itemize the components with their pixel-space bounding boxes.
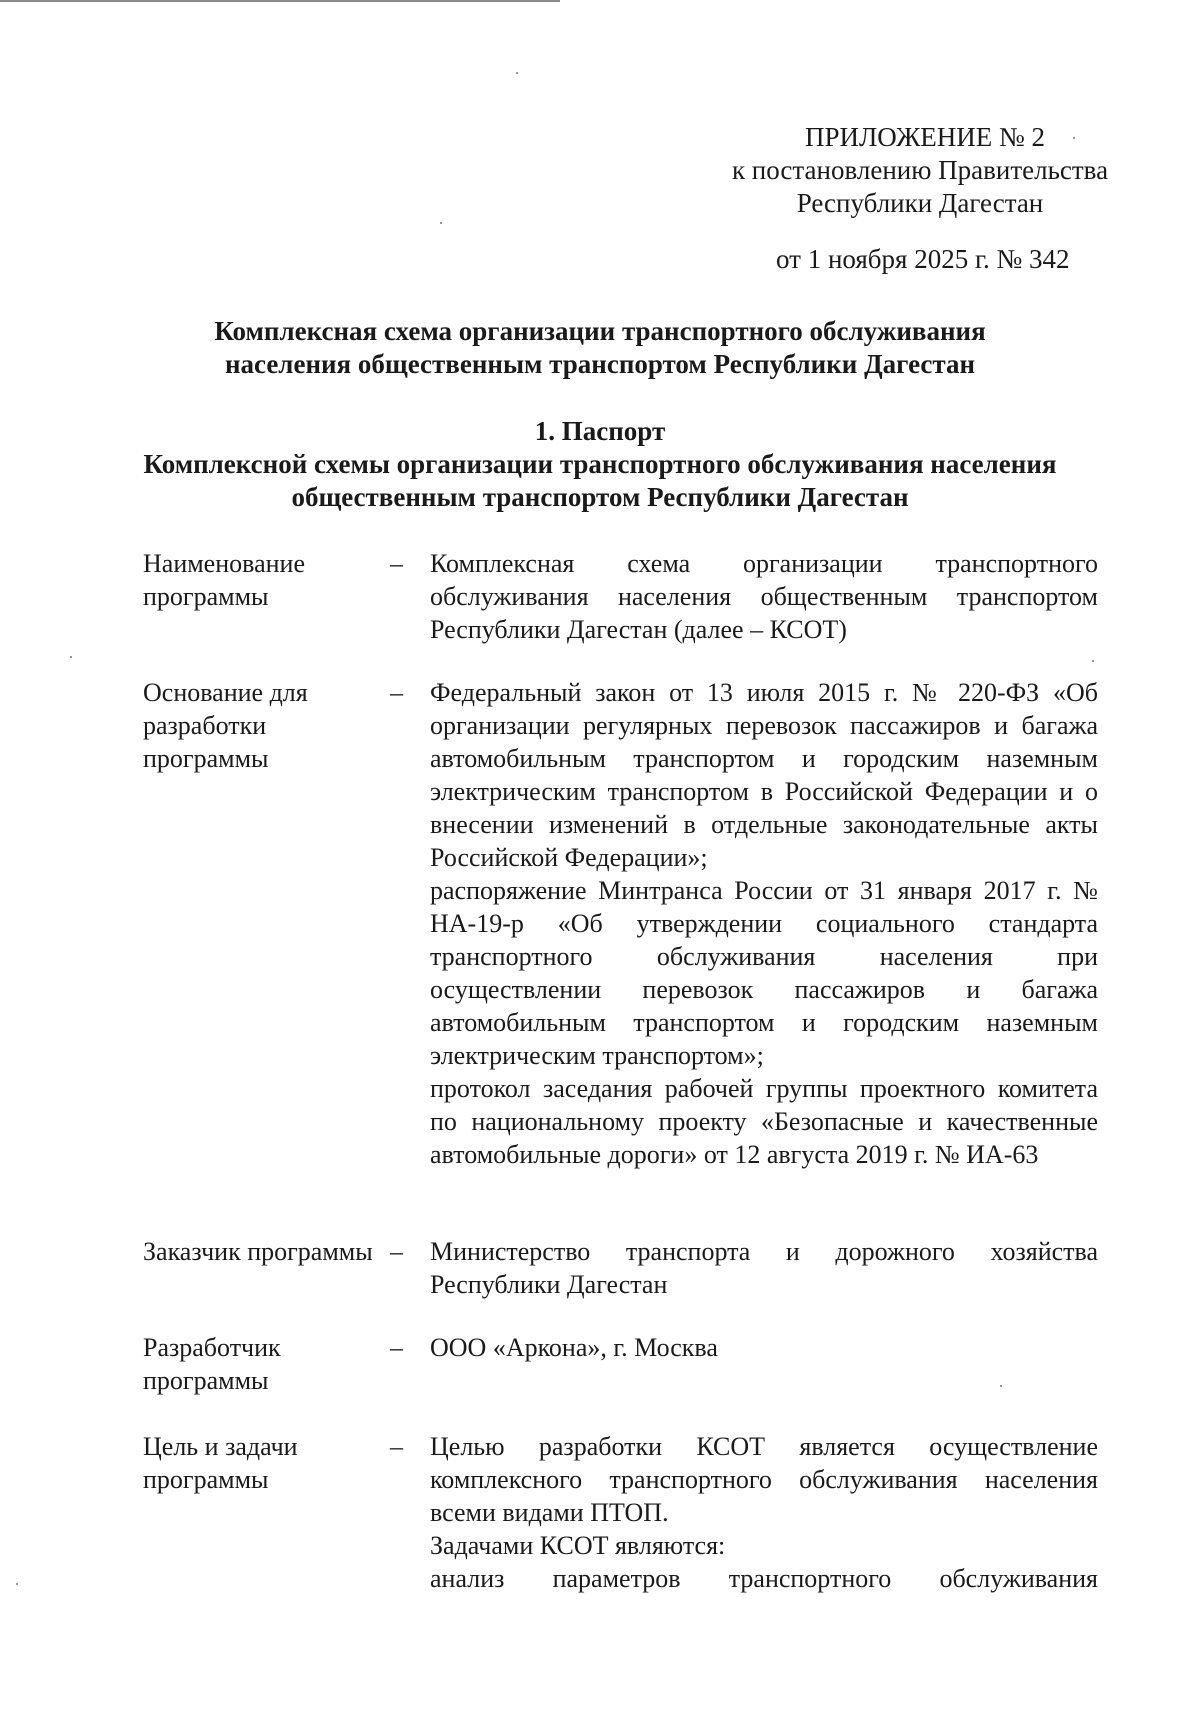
section-number-heading: 1. Паспорт bbox=[534, 416, 666, 446]
passport-dash: – bbox=[390, 1237, 403, 1266]
section-title-line1: Комплексной схемы организации транспортного обслуживания населения bbox=[143, 449, 1057, 479]
passport-paragraph: распоряжение Минтранса России от 31 января 2017 г. № НА-19-р «Об утверждении социального стандарта транспортного обслуживания населения при осуществлении перевозок пассажиров и багажа автомобильным транспортом и городским наземным электрическим транспортом»; bbox=[430, 876, 1098, 1070]
passport-paragraph: анализ параметров транспортного обслуживания bbox=[430, 1564, 1098, 1593]
passport-paragraph: Целью разработки КСОТ является осуществление комплексного транспортного обслуживания населения всеми видами ПТОП. bbox=[430, 1432, 1098, 1527]
scan-edge-line bbox=[0, 0, 560, 2]
scan-speck bbox=[70, 656, 72, 658]
appendix-date: от 1 ноября 2025 г. № 342 bbox=[776, 244, 1070, 274]
passport-label: Заказчик программы bbox=[143, 1237, 373, 1266]
passport-value bbox=[430, 1331, 1098, 1364]
passport-dash: – bbox=[390, 1333, 403, 1362]
passport-dash: – bbox=[390, 1432, 403, 1461]
scan-speck bbox=[1073, 137, 1075, 139]
passport-dash: – bbox=[390, 678, 403, 707]
scan-speck bbox=[440, 222, 442, 224]
scan-speck bbox=[16, 1583, 18, 1585]
appendix-resolution-line: к постановлению Правительства bbox=[731, 155, 1109, 185]
passport-dash: – bbox=[390, 549, 403, 578]
passport-label: Разработчик программы bbox=[143, 1333, 281, 1395]
passport-paragraph: Комплексная схема организации транспортного обслуживания населения общественным транспортом Республики Дагестан (далее – КСОТ) bbox=[430, 549, 1098, 644]
section-heading bbox=[60, 415, 1140, 514]
passport-paragraph: протокол заседания рабочей группы проектного комитета по национальному проекту «Безопасные и качественные автомобильные дороги» от 12 августа 2019 г. № ИА-63 bbox=[430, 1074, 1098, 1169]
passport-label: Основание для разработки программы bbox=[143, 678, 308, 773]
passport-label: Цель и задачи программы bbox=[143, 1432, 298, 1494]
passport-paragraph: Федеральный закон от 13 июля 2015 г. № 220-ФЗ «Об организации регулярных перевозок пассажиров и багажа автомобильным транспортом и городским наземным электрическим транспортом в Российской Федерации и о внесении изменений в отдельные законодательные акты Российской Федерации»; bbox=[430, 678, 1098, 872]
passport-label: Наименование программы bbox=[143, 549, 305, 611]
passport-value bbox=[430, 547, 1098, 646]
appendix-header bbox=[700, 121, 1140, 220]
document-title bbox=[60, 315, 1140, 381]
appendix-number: ПРИЛОЖЕНИЕ № 2 bbox=[804, 122, 1046, 152]
passport-value bbox=[430, 1430, 1098, 1595]
passport-paragraph: Министерство транспорта и дорожного хозяйства Республики Дагестан bbox=[430, 1237, 1098, 1299]
document-title-line2: населения общественным транспортом Республики Дагестан bbox=[224, 349, 976, 379]
passport-value bbox=[430, 676, 1098, 1171]
scan-speck bbox=[1000, 1385, 1002, 1387]
passport-paragraph: ООО «Аркона», г. Москва bbox=[430, 1333, 718, 1362]
scan-speck bbox=[1092, 660, 1094, 662]
section-title-line2: общественным транспортом Республики Дагестан bbox=[291, 482, 909, 512]
scan-speck bbox=[516, 72, 518, 74]
document-title-line1: Комплексная схема организации транспортного обслуживания bbox=[214, 316, 986, 346]
passport-paragraph: Задачами КСОТ являются: bbox=[430, 1531, 726, 1560]
passport-value bbox=[430, 1235, 1098, 1301]
appendix-republic-line: Республики Дагестан bbox=[796, 188, 1044, 218]
